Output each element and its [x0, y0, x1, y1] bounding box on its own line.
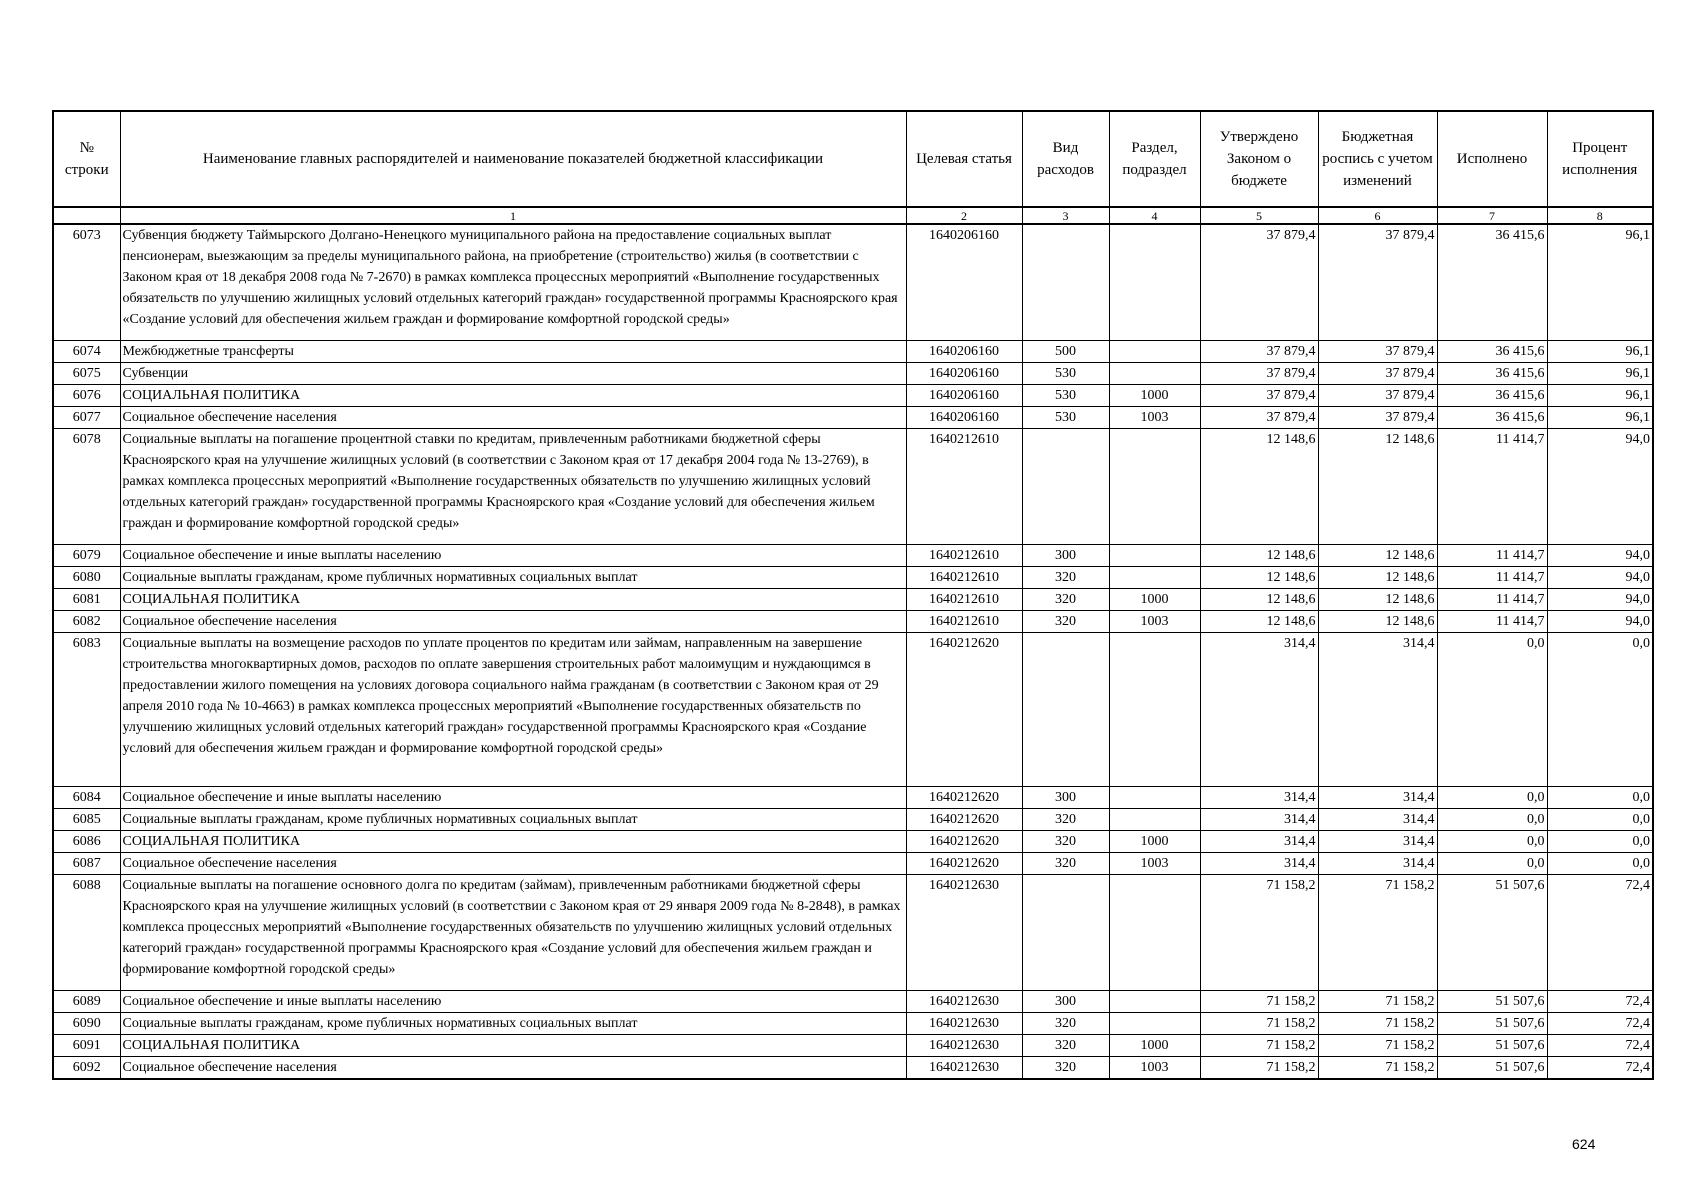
- approved-cell: 314,4: [1200, 632, 1318, 786]
- expense-type-cell: [1022, 632, 1109, 786]
- executed-cell: 51 507,6: [1437, 990, 1547, 1012]
- approved-cell: 71 158,2: [1200, 990, 1318, 1012]
- percent-cell: 0,0: [1547, 786, 1653, 808]
- executed-cell: 36 415,6: [1437, 362, 1547, 384]
- table-row: [53, 874, 1653, 990]
- approved-cell: 37 879,4: [1200, 340, 1318, 362]
- column-number: 6: [1318, 207, 1437, 224]
- section-cell: [1109, 786, 1200, 808]
- executed-cell: 51 507,6: [1437, 874, 1547, 990]
- approved-cell: 314,4: [1200, 830, 1318, 852]
- name-cell: Социальные выплаты гражданам, кроме публичных нормативных социальных выплат: [120, 808, 906, 830]
- name-cell: Социальные выплаты гражданам, кроме публичных нормативных социальных выплат: [120, 566, 906, 588]
- budget-schedule-cell: 314,4: [1318, 830, 1437, 852]
- budget-schedule-cell: 37 879,4: [1318, 362, 1437, 384]
- header-target-article: Целевая статья: [906, 111, 1022, 207]
- budget-schedule-cell: 71 158,2: [1318, 990, 1437, 1012]
- expense-type-cell: 500: [1022, 340, 1109, 362]
- executed-cell: 11 414,7: [1437, 544, 1547, 566]
- target-article-cell: 1640206160: [906, 384, 1022, 406]
- budget-schedule-cell: 314,4: [1318, 786, 1437, 808]
- percent-cell: 94,0: [1547, 428, 1653, 544]
- percent-cell: 96,1: [1547, 406, 1653, 428]
- row-number-cell: 6082: [53, 610, 120, 632]
- table-header: [53, 111, 1653, 224]
- row-number-cell: 6081: [53, 588, 120, 610]
- header-row-number: № строки: [53, 111, 120, 207]
- row-number-cell: 6080: [53, 566, 120, 588]
- table-row: [53, 1034, 1653, 1056]
- section-cell: [1109, 340, 1200, 362]
- executed-cell: 0,0: [1437, 786, 1547, 808]
- table-body: [53, 224, 1653, 1079]
- expense-type-cell: [1022, 428, 1109, 544]
- target-article-cell: 1640212620: [906, 632, 1022, 786]
- expense-type-cell: 320: [1022, 1056, 1109, 1079]
- expense-type-cell: 320: [1022, 1012, 1109, 1034]
- table-row: [53, 224, 1653, 340]
- approved-cell: 37 879,4: [1200, 362, 1318, 384]
- header-expense-type: Вид расходов: [1022, 111, 1109, 207]
- header-executed: Исполнено: [1437, 111, 1547, 207]
- target-article-cell: 1640212610: [906, 588, 1022, 610]
- header-section: Раздел, подраздел: [1109, 111, 1200, 207]
- target-article-cell: 1640212620: [906, 852, 1022, 874]
- executed-cell: 36 415,6: [1437, 224, 1547, 340]
- approved-cell: 314,4: [1200, 852, 1318, 874]
- column-number: 4: [1109, 207, 1200, 224]
- table-row: [53, 406, 1653, 428]
- name-cell: Социальное обеспечение населения: [120, 1056, 906, 1079]
- table-row: [53, 362, 1653, 384]
- executed-cell: 36 415,6: [1437, 406, 1547, 428]
- approved-cell: 12 148,6: [1200, 610, 1318, 632]
- percent-cell: 0,0: [1547, 632, 1653, 786]
- column-number: 1: [120, 207, 906, 224]
- executed-cell: 0,0: [1437, 852, 1547, 874]
- row-number-cell: 6079: [53, 544, 120, 566]
- expense-type-cell: 320: [1022, 566, 1109, 588]
- target-article-cell: 1640212630: [906, 874, 1022, 990]
- target-article-cell: 1640212610: [906, 610, 1022, 632]
- percent-cell: 72,4: [1547, 874, 1653, 990]
- row-number-cell: 6086: [53, 830, 120, 852]
- executed-cell: 11 414,7: [1437, 588, 1547, 610]
- table-row: [53, 830, 1653, 852]
- budget-schedule-cell: 71 158,2: [1318, 1056, 1437, 1079]
- budget-schedule-cell: 71 158,2: [1318, 1012, 1437, 1034]
- approved-cell: 71 158,2: [1200, 1056, 1318, 1079]
- executed-cell: 0,0: [1437, 830, 1547, 852]
- section-cell: 1003: [1109, 852, 1200, 874]
- executed-cell: 36 415,6: [1437, 384, 1547, 406]
- executed-cell: 51 507,6: [1437, 1034, 1547, 1056]
- name-cell: Субвенции: [120, 362, 906, 384]
- percent-cell: 96,1: [1547, 224, 1653, 340]
- section-cell: [1109, 224, 1200, 340]
- budget-schedule-cell: 37 879,4: [1318, 406, 1437, 428]
- section-cell: [1109, 428, 1200, 544]
- header-budget-schedule: Бюджетная роспись с учетом изменений: [1318, 111, 1437, 207]
- target-article-cell: 1640212610: [906, 544, 1022, 566]
- approved-cell: 71 158,2: [1200, 1034, 1318, 1056]
- target-article-cell: 1640212610: [906, 566, 1022, 588]
- executed-cell: 51 507,6: [1437, 1056, 1547, 1079]
- budget-schedule-cell: 12 148,6: [1318, 588, 1437, 610]
- column-number: 2: [906, 207, 1022, 224]
- approved-cell: 314,4: [1200, 808, 1318, 830]
- percent-cell: 0,0: [1547, 830, 1653, 852]
- target-article-cell: 1640212630: [906, 990, 1022, 1012]
- percent-cell: 94,0: [1547, 544, 1653, 566]
- budget-schedule-cell: 37 879,4: [1318, 384, 1437, 406]
- section-cell: [1109, 874, 1200, 990]
- name-cell: Социальное обеспечение населения: [120, 406, 906, 428]
- row-number-cell: 6090: [53, 1012, 120, 1034]
- name-cell: СОЦИАЛЬНАЯ ПОЛИТИКА: [120, 384, 906, 406]
- table-row: [53, 588, 1653, 610]
- budget-schedule-cell: 37 879,4: [1318, 224, 1437, 340]
- row-number-cell: 6089: [53, 990, 120, 1012]
- name-cell: Социальное обеспечение и иные выплаты населению: [120, 990, 906, 1012]
- name-cell: Социальное обеспечение населения: [120, 852, 906, 874]
- percent-cell: 94,0: [1547, 566, 1653, 588]
- expense-type-cell: [1022, 874, 1109, 990]
- name-cell: Социальное обеспечение и иные выплаты населению: [120, 544, 906, 566]
- row-number-cell: 6085: [53, 808, 120, 830]
- percent-cell: 0,0: [1547, 808, 1653, 830]
- section-cell: [1109, 566, 1200, 588]
- approved-cell: 37 879,4: [1200, 406, 1318, 428]
- percent-cell: 0,0: [1547, 852, 1653, 874]
- target-article-cell: 1640212620: [906, 808, 1022, 830]
- row-number-cell: 6075: [53, 362, 120, 384]
- target-article-cell: 1640212630: [906, 1056, 1022, 1079]
- name-cell: Социальные выплаты на погашение процентной ставки по кредитам, привлеченным работниками бюджетной сферы Красноярского края на улучшение жилищных условий (в соответствии с Законом края от 17 декабря 2004 года № 13-2769), в рамках комплекса процессных мероприятий «Выполнение государственных обязательств по улучшению жилищных условий отдельных категорий граждан» государственной программы Красноярского края «Создание условий для обеспечения жильем граждан и формирование комфортной городской среды»: [120, 428, 906, 544]
- row-number-cell: 6074: [53, 340, 120, 362]
- executed-cell: 0,0: [1437, 808, 1547, 830]
- target-article-cell: 1640212610: [906, 428, 1022, 544]
- target-article-cell: 1640212620: [906, 830, 1022, 852]
- expense-type-cell: 300: [1022, 544, 1109, 566]
- section-cell: 1003: [1109, 1056, 1200, 1079]
- budget-schedule-cell: 314,4: [1318, 808, 1437, 830]
- section-cell: 1000: [1109, 830, 1200, 852]
- column-number: [53, 207, 120, 224]
- budget-schedule-cell: 37 879,4: [1318, 340, 1437, 362]
- approved-cell: 37 879,4: [1200, 224, 1318, 340]
- executed-cell: 11 414,7: [1437, 566, 1547, 588]
- column-number: 8: [1547, 207, 1653, 224]
- page-number: 624: [1572, 1136, 1596, 1152]
- name-cell: СОЦИАЛЬНАЯ ПОЛИТИКА: [120, 830, 906, 852]
- section-cell: [1109, 544, 1200, 566]
- expense-type-cell: 320: [1022, 830, 1109, 852]
- table-row: [53, 566, 1653, 588]
- budget-schedule-cell: 12 148,6: [1318, 544, 1437, 566]
- section-cell: 1000: [1109, 384, 1200, 406]
- table-row: [53, 632, 1653, 786]
- section-cell: [1109, 1012, 1200, 1034]
- expense-type-cell: 320: [1022, 808, 1109, 830]
- row-number-cell: 6087: [53, 852, 120, 874]
- row-number-cell: 6083: [53, 632, 120, 786]
- table-row: [53, 610, 1653, 632]
- expense-type-cell: [1022, 224, 1109, 340]
- budget-schedule-cell: 12 148,6: [1318, 566, 1437, 588]
- percent-cell: 96,1: [1547, 340, 1653, 362]
- name-cell: СОЦИАЛЬНАЯ ПОЛИТИКА: [120, 1034, 906, 1056]
- executed-cell: 0,0: [1437, 632, 1547, 786]
- section-cell: [1109, 632, 1200, 786]
- percent-cell: 72,4: [1547, 990, 1653, 1012]
- section-cell: 1000: [1109, 588, 1200, 610]
- percent-cell: 94,0: [1547, 610, 1653, 632]
- table-row: [53, 808, 1653, 830]
- percent-cell: 72,4: [1547, 1012, 1653, 1034]
- approved-cell: 12 148,6: [1200, 544, 1318, 566]
- percent-cell: 72,4: [1547, 1034, 1653, 1056]
- expense-type-cell: 300: [1022, 990, 1109, 1012]
- approved-cell: 71 158,2: [1200, 1012, 1318, 1034]
- percent-cell: 94,0: [1547, 588, 1653, 610]
- budget-schedule-cell: 314,4: [1318, 852, 1437, 874]
- name-cell: Социальные выплаты гражданам, кроме публичных нормативных социальных выплат: [120, 1012, 906, 1034]
- expense-type-cell: 530: [1022, 384, 1109, 406]
- target-article-cell: 1640206160: [906, 340, 1022, 362]
- column-number: 7: [1437, 207, 1547, 224]
- table-row: [53, 428, 1653, 544]
- percent-cell: 96,1: [1547, 362, 1653, 384]
- name-cell: Социальные выплаты на погашение основного долга по кредитам (займам), привлеченным работниками бюджетной сферы Красноярского края на улучшение жилищных условий (в соответствии с Законом края от 29 января 2009 года № 8-2848), в рамках комплекса процессных мероприятий «Выполнение государственных обязательств по улучшению жилищных условий отдельных категорий граждан» государственной программы Красноярского края «Создание условий для обеспечения жильем граждан и формирование комфортной городской среды»: [120, 874, 906, 990]
- table-row: [53, 852, 1653, 874]
- budget-schedule-cell: 71 158,2: [1318, 874, 1437, 990]
- executed-cell: 11 414,7: [1437, 428, 1547, 544]
- section-cell: [1109, 362, 1200, 384]
- budget-schedule-cell: 12 148,6: [1318, 610, 1437, 632]
- percent-cell: 96,1: [1547, 384, 1653, 406]
- row-number-cell: 6073: [53, 224, 120, 340]
- name-cell: Социальное обеспечение населения: [120, 610, 906, 632]
- expense-type-cell: 320: [1022, 1034, 1109, 1056]
- row-number-cell: 6078: [53, 428, 120, 544]
- budget-schedule-cell: 314,4: [1318, 632, 1437, 786]
- approved-cell: 71 158,2: [1200, 874, 1318, 990]
- row-number-cell: 6092: [53, 1056, 120, 1079]
- name-cell: Социальное обеспечение и иные выплаты населению: [120, 786, 906, 808]
- approved-cell: 37 879,4: [1200, 384, 1318, 406]
- approved-cell: 12 148,6: [1200, 566, 1318, 588]
- expense-type-cell: 300: [1022, 786, 1109, 808]
- name-cell: Межбюджетные трансферты: [120, 340, 906, 362]
- section-cell: [1109, 808, 1200, 830]
- target-article-cell: 1640212630: [906, 1012, 1022, 1034]
- expense-type-cell: 320: [1022, 852, 1109, 874]
- budget-schedule-cell: 12 148,6: [1318, 428, 1437, 544]
- budget-table: [52, 110, 1654, 1080]
- executed-cell: 51 507,6: [1437, 1012, 1547, 1034]
- table-row: [53, 990, 1653, 1012]
- table-row: [53, 1056, 1653, 1079]
- column-number: 5: [1200, 207, 1318, 224]
- table-row: [53, 340, 1653, 362]
- executed-cell: 36 415,6: [1437, 340, 1547, 362]
- table-row: [53, 384, 1653, 406]
- column-number: 3: [1022, 207, 1109, 224]
- expense-type-cell: 320: [1022, 588, 1109, 610]
- executed-cell: 11 414,7: [1437, 610, 1547, 632]
- row-number-cell: 6077: [53, 406, 120, 428]
- section-cell: 1003: [1109, 406, 1200, 428]
- name-cell: Субвенция бюджету Таймырского Долгано-Ненецкого муниципального района на предоставление социальных выплат пенсионерам, выезжающим за пределы муниципального района, на приобретение (строительство) жилья (в соответствии с Законом края от 18 декабря 2008 года № 7-2670) в рамках комплекса процессных мероприятий «Выполнение государственных обязательств по улучшению жилищных условий отдельных категорий граждан» государственной программы Красноярского края «Создание условий для обеспечения жильем граждан и формирование комфортной городской среды»: [120, 224, 906, 340]
- row-number-cell: 6088: [53, 874, 120, 990]
- name-cell: Социальные выплаты на возмещение расходов по уплате процентов по кредитам или займам, направленным на завершение строительства многоквартирных домов, расходов по оплате завершения строительных работ малоимущим и нуждающимся в предоставлении жилого помещения на условиях договора социального найма гражданам (в соответствии с Законом края от 29 апреля 2010 года № 10-4663) в рамках комплекса процессных мероприятий «Выполнение государственных обязательств по улучшению жилищных условий отдельных категорий граждан» государственной программы Красноярского края «Создание условий для обеспечения жильем граждан и формирование комфортной городской среды»: [120, 632, 906, 786]
- target-article-cell: 1640206160: [906, 406, 1022, 428]
- section-cell: [1109, 990, 1200, 1012]
- target-article-cell: 1640212620: [906, 786, 1022, 808]
- table-row: [53, 544, 1653, 566]
- table-row: [53, 786, 1653, 808]
- percent-cell: 72,4: [1547, 1056, 1653, 1079]
- approved-cell: 12 148,6: [1200, 428, 1318, 544]
- header-name: Наименование главных распорядителей и наименование показателей бюджетной классификации: [120, 111, 906, 207]
- target-article-cell: 1640206160: [906, 224, 1022, 340]
- approved-cell: 314,4: [1200, 786, 1318, 808]
- expense-type-cell: 530: [1022, 406, 1109, 428]
- header-percent: Процент исполнения: [1547, 111, 1653, 207]
- header-approved: Утверждено Законом о бюджете: [1200, 111, 1318, 207]
- target-article-cell: 1640206160: [906, 362, 1022, 384]
- budget-schedule-cell: 71 158,2: [1318, 1034, 1437, 1056]
- row-number-cell: 6076: [53, 384, 120, 406]
- row-number-cell: 6084: [53, 786, 120, 808]
- expense-type-cell: 320: [1022, 610, 1109, 632]
- section-cell: 1000: [1109, 1034, 1200, 1056]
- section-cell: 1003: [1109, 610, 1200, 632]
- name-cell: СОЦИАЛЬНАЯ ПОЛИТИКА: [120, 588, 906, 610]
- expense-type-cell: 530: [1022, 362, 1109, 384]
- table-row: [53, 1012, 1653, 1034]
- approved-cell: 12 148,6: [1200, 588, 1318, 610]
- target-article-cell: 1640212630: [906, 1034, 1022, 1056]
- row-number-cell: 6091: [53, 1034, 120, 1056]
